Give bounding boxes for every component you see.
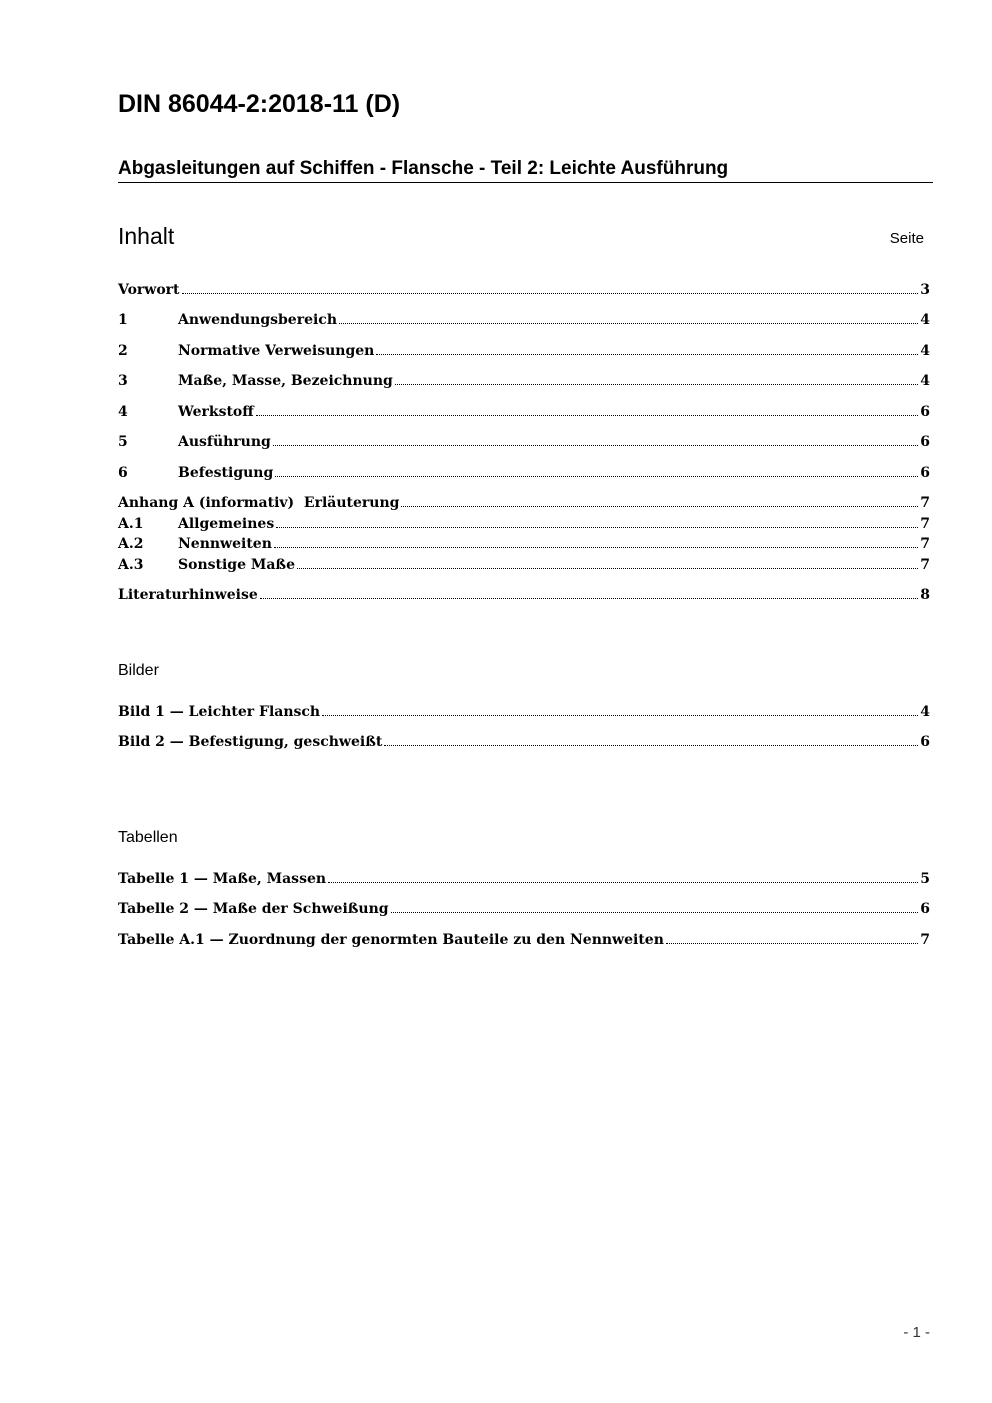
dot-leader: [666, 943, 918, 944]
dot-leader: [339, 323, 918, 324]
toc-entry-foreword[interactable]: [118, 281, 930, 299]
toc-entry-page: 6: [920, 465, 930, 481]
toc-entry-label: Vorwort: [118, 282, 180, 298]
toc-entry-fastening[interactable]: [118, 464, 930, 482]
toc-entry-number: 5: [118, 434, 128, 450]
table-entry[interactable]: [118, 870, 930, 888]
page-column-label: Seite: [889, 230, 924, 247]
toc-entry-page: 3: [920, 282, 930, 298]
table-entry[interactable]: [118, 900, 930, 918]
tables-heading: Tabellen: [118, 829, 178, 846]
table-entry-label: Tabelle A.1 — Zuordnung der genormten Bauteile zu den Nennweiten: [118, 932, 664, 948]
table-entry-page: 5: [920, 871, 930, 887]
table-entry[interactable]: [118, 931, 930, 949]
dot-leader: [273, 445, 918, 446]
toc-entry-number: A.3: [118, 557, 144, 573]
toc-entry-page: 4: [920, 343, 930, 359]
toc-entry-label: Allgemeines: [178, 516, 275, 532]
toc-entry-page: 6: [920, 404, 930, 420]
dot-leader: [376, 354, 918, 355]
dot-leader: [260, 598, 919, 599]
toc-entry-label: Maße, Masse, Bezeichnung: [178, 373, 393, 389]
toc-entry-label: Anwendungsbereich: [178, 312, 337, 328]
toc-entry-page: 8: [920, 587, 930, 603]
table-entry-label: Tabelle 1 — Maße, Massen: [118, 871, 327, 887]
dot-leader: [401, 506, 918, 507]
dot-leader: [297, 568, 918, 569]
toc-entry-number: 4: [118, 404, 128, 420]
toc-entry-bibliography[interactable]: [118, 586, 930, 604]
toc-entry-page: 6: [920, 434, 930, 450]
dot-leader: [384, 745, 918, 746]
toc-entry-design[interactable]: [118, 433, 930, 451]
toc-entry-label: Sonstige Maße: [178, 557, 295, 573]
table-entry-label: Tabelle 2 — Maße der Schweißung: [118, 901, 389, 917]
toc-entry-page: 7: [920, 536, 930, 552]
toc-entry-number: A.2: [118, 536, 144, 552]
toc-entry-page: 4: [920, 373, 930, 389]
toc-entry-normative-references[interactable]: [118, 342, 930, 360]
dot-leader: [395, 384, 918, 385]
figure-entry[interactable]: [118, 703, 930, 721]
figure-entry-page: 4: [920, 704, 930, 720]
toc-entry-number: 1: [118, 312, 128, 328]
toc-entry-label: Nennweiten: [178, 536, 272, 552]
figure-entry-label: Bild 2 — Befestigung, geschweißt: [118, 734, 383, 750]
toc-entry-page: 7: [920, 557, 930, 573]
toc-heading: Inhalt: [118, 223, 175, 249]
dot-leader: [274, 547, 918, 548]
page-number: - 1 -: [903, 1324, 930, 1341]
toc-entry-material[interactable]: [118, 403, 930, 421]
document-subtitle: Abgasleitungen auf Schiffen - Flansche - Teil 2: Leichte Ausführung: [118, 158, 933, 183]
toc-entry-a2[interactable]: [118, 535, 930, 553]
figures-heading: Bilder: [118, 662, 159, 679]
dot-leader: [391, 912, 919, 913]
dot-leader: [275, 476, 918, 477]
toc-entry-label: Ausführung: [178, 434, 271, 450]
toc-entry-page: 4: [920, 312, 930, 328]
toc-entry-scope[interactable]: [118, 311, 930, 329]
toc-entry-page: 7: [920, 495, 930, 511]
toc-entry-dimensions[interactable]: [118, 372, 930, 390]
figure-entry-label: Bild 1 — Leichter Flansch: [118, 704, 321, 720]
toc-entry-label: Normative Verweisungen: [178, 343, 375, 359]
dot-leader: [182, 293, 919, 294]
dot-leader: [276, 527, 918, 528]
toc-entry-number: 3: [118, 373, 128, 389]
toc-entry-page: 7: [920, 516, 930, 532]
figure-entry-page: 6: [920, 734, 930, 750]
toc-entry-number: A.1: [118, 516, 144, 532]
toc-entry-number: 2: [118, 343, 128, 359]
figure-entry[interactable]: [118, 733, 930, 751]
document-title: DIN 86044-2:2018-11 (D): [118, 90, 401, 118]
toc-entry-label: Literaturhinweise: [118, 587, 258, 603]
toc-entry-a1[interactable]: [118, 515, 930, 533]
toc-entry-label: Befestigung: [178, 465, 274, 481]
dot-leader: [328, 882, 918, 883]
toc-entry-label: Anhang A (informativ) Erläuterung: [118, 495, 400, 511]
table-entry-page: 6: [920, 901, 930, 917]
toc-entry-a3[interactable]: [118, 556, 930, 574]
dot-leader: [322, 715, 918, 716]
toc-entry-annex-a[interactable]: [118, 494, 930, 512]
table-entry-page: 7: [920, 932, 930, 948]
toc-entry-label: Werkstoff: [178, 404, 254, 420]
dot-leader: [256, 415, 919, 416]
toc-entry-number: 6: [118, 465, 128, 481]
